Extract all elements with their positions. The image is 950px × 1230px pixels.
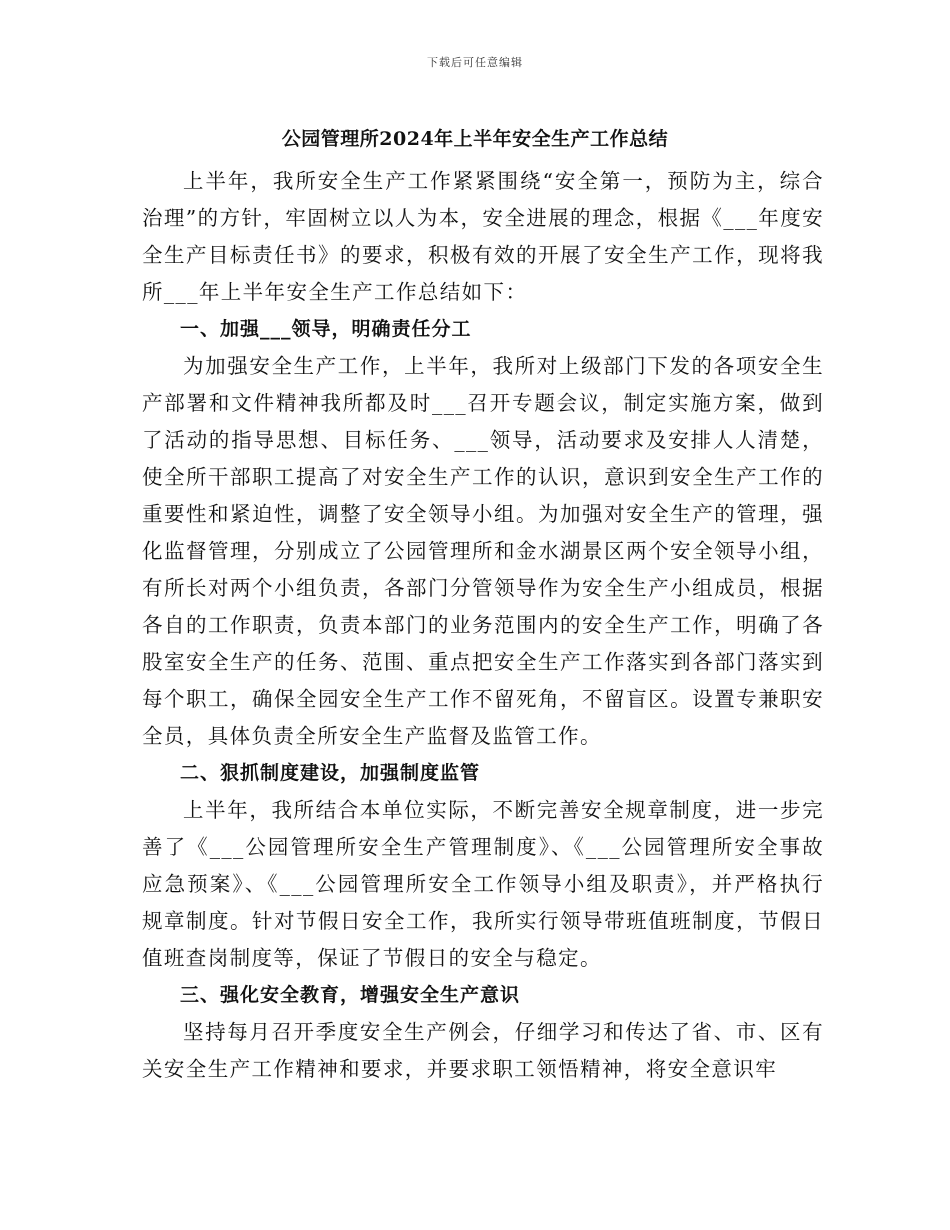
section-heading-2: 二、狠抓制度建设，加强制度监管	[180, 762, 481, 784]
section-3-paragraph: 坚持每月召开季度安全生产例会，仔细学习和传达了省、市、区有关安全生产工作精神和要求，并要求职工领悟精神，将安全意识牢	[142, 1020, 824, 1081]
header-note: 下载后可任意编辑	[427, 56, 523, 69]
document-body	[142, 163, 824, 1088]
section-2-paragraph: 上半年，我所结合本单位实际，不断完善安全规章制度，进一步完善了《___公园管理所安全生产管理制度》、《___公园管理所安全事故应急预案》、《___公园管理所安全工作领导小组及职责》，并严格执行规章制度。针对节假日安全工作，我所实行领导带班值班制度，节假日值班查岗制度等，保证了节假日的安全与稳定。	[142, 798, 824, 970]
section-heading-3: 三、强化安全教育，增强安全生产意识	[180, 984, 521, 1006]
intro-paragraph: 上半年，我所安全生产工作紧紧围绕“安全第一，预防为主，综合治理”的方针，牢固树立以人为本，安全进展的理念，根据《___年度安全生产目标责任书》的要求，积极有效的开展了安全生产工作，现将我所___年上半年安全生产工作总结如下：	[142, 169, 824, 304]
section-heading-1: 一、加强___领导，明确责任分工	[180, 318, 472, 340]
section-1-paragraph: 为加强安全生产工作，上半年，我所对上级部门下发的各项安全生产部署和文件精神我所都及时___召开专题会议，制定实施方案，做到了活动的指导思想、目标任务、___领导，活动要求及安排人人清楚，使全所干部职工提高了对安全生产工作的认识，意识到安全生产工作的重要性和紧迫性，调整了安全领导小组。为加强对安全生产的管理，强化监督管理，分别成立了公园管理所和金水湖景区两个安全领导小组，有所长对两个小组负责，各部门分管领导作为安全生产小组成员，根据各自的工作职责，负责本部门的业务范围内的安全生产工作，明确了各股室安全生产的任务、范围、重点把安全生产工作落实到各部门落实到每个职工，确保全园安全生产工作不留死角，不留盲区。设置专兼职安全员，具体负责全所安全生产监督及监管工作。	[142, 354, 824, 748]
page-title: 公园管理所2024年上半年安全生产工作总结	[281, 128, 669, 150]
